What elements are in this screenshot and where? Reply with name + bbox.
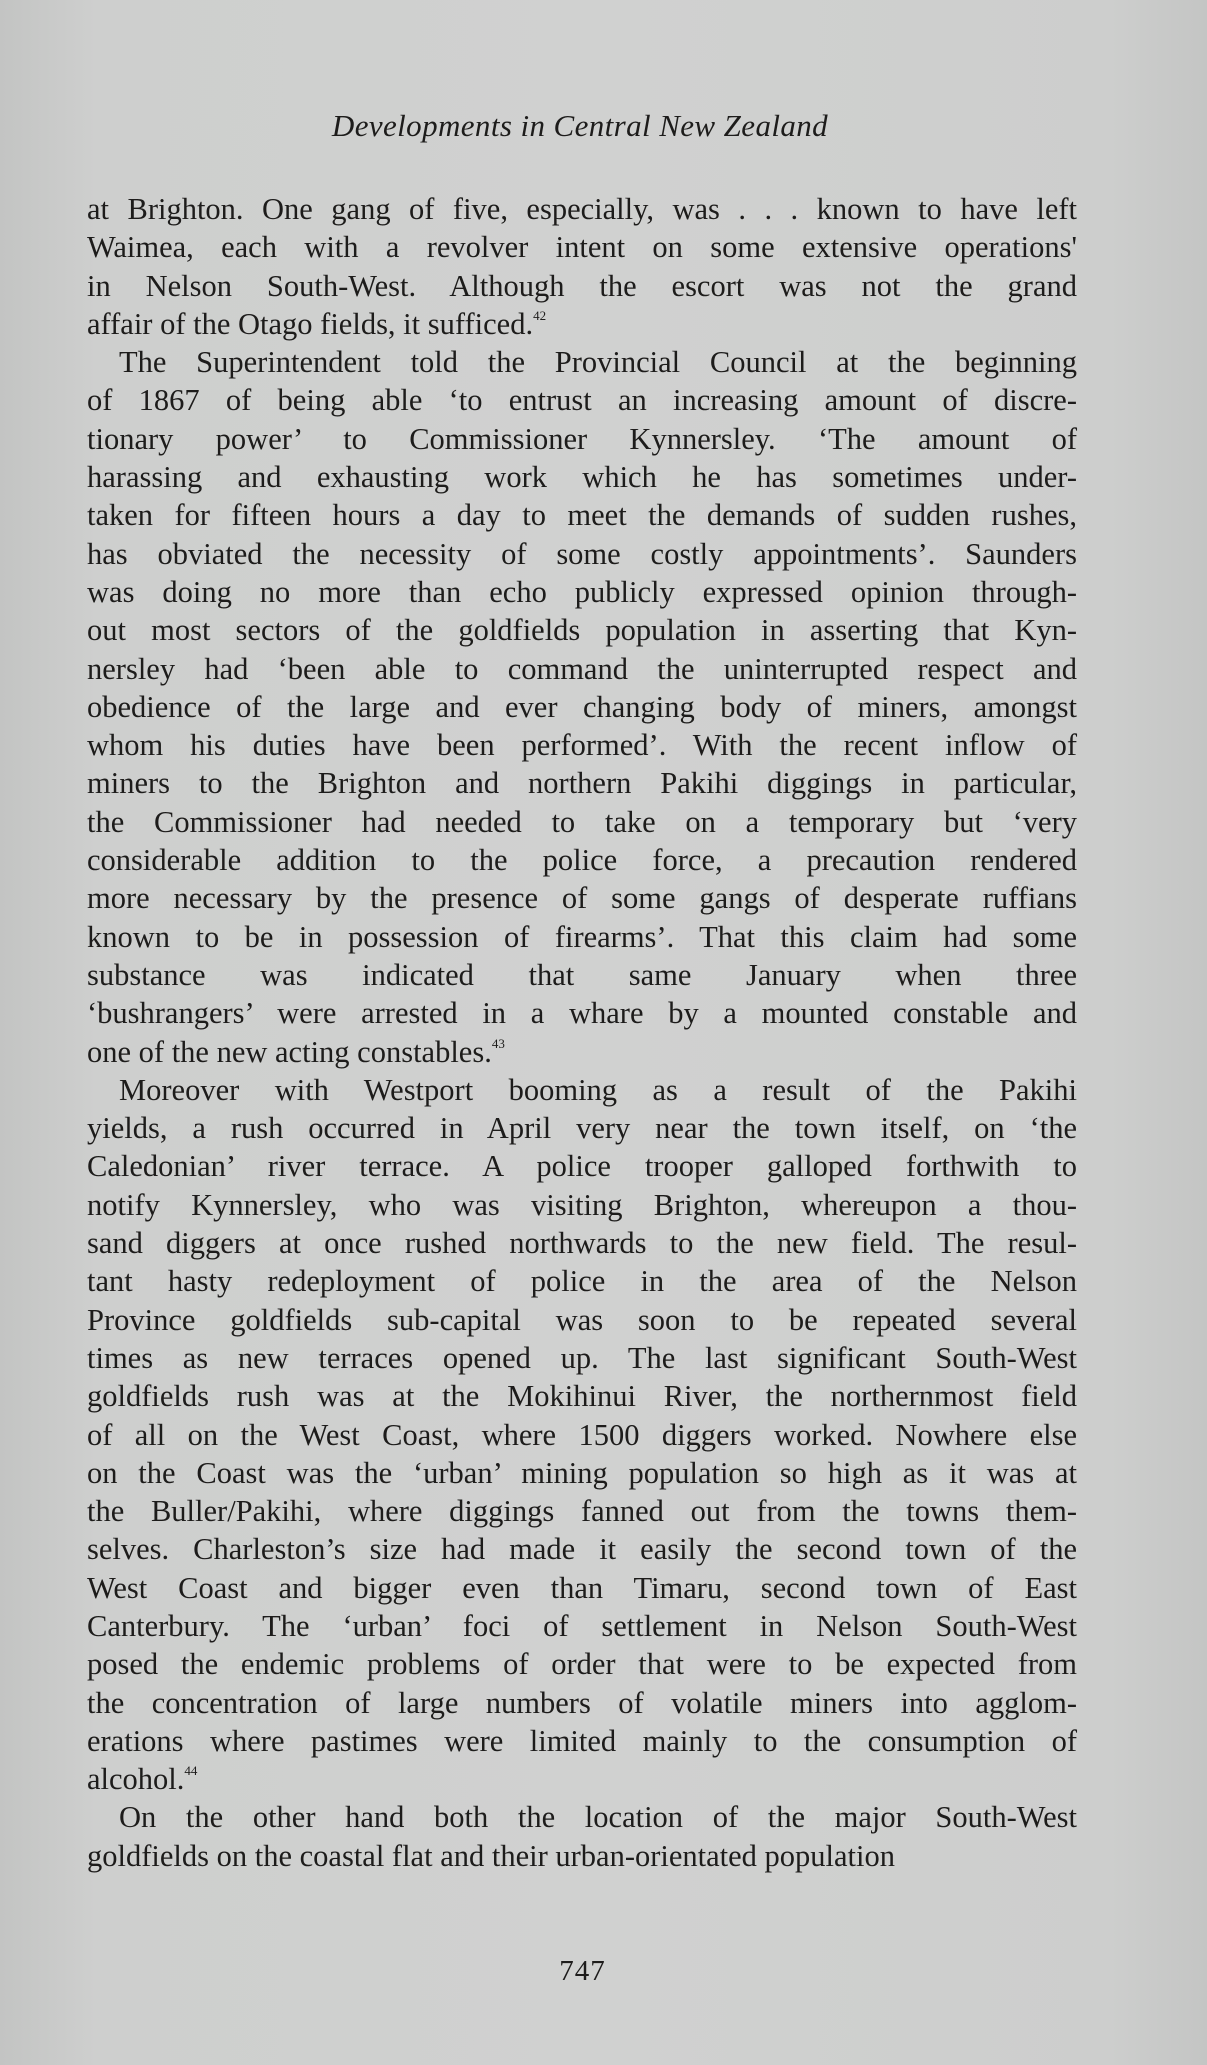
text-line: whom his duties have been performed’. With the recent inflow of <box>87 728 1077 763</box>
text-line: The Superintendent told the Provincial Council at the beginning <box>119 345 1077 380</box>
text-line: erations where pastimes were limited mainly to the consumption of <box>87 1723 1077 1758</box>
text-line: tant hasty redeployment of police in the area of the Nelson <box>87 1264 1077 1299</box>
text-line: miners to the Brighton and northern Pakihi diggings in particular, <box>87 766 1077 801</box>
text-line: alcohol.$^{44}$ <box>87 1762 198 1797</box>
text-line: harassing and exhausting work which he has sometimes under- <box>87 460 1077 495</box>
text-line: in Nelson South-West. Although the escort was not the grand <box>87 268 1077 303</box>
text-line: goldfields rush was at the Mokihinui River, the northernmost field <box>87 1379 1077 1414</box>
text-line: has obviated the necessity of some costly appointments’. Saunders <box>87 536 1077 571</box>
text-line: nersley had ‘been able to command the uninterrupted respect and <box>87 651 1077 686</box>
text-line: known to be in possession of firearms’. That this claim had some <box>87 919 1077 954</box>
text-line: tionary power’ to Commissioner Kynnersley. ‘The amount of <box>87 421 1077 456</box>
text-line: of all on the West Coast, where 1500 diggers worked. Nowhere else <box>87 1417 1077 1452</box>
paragraph <box>87 190 1077 343</box>
text-line: Waimea, each with a revolver intent on some extensive operations' <box>87 230 1077 265</box>
text-line: more necessary by the presence of some gangs of desperate ruffians <box>87 881 1077 916</box>
text-line: out most sectors of the goldfields population in asserting that Kyn- <box>87 613 1077 648</box>
body-text <box>87 190 1077 1875</box>
text-line: considerable addition to the police force, a precaution rendered <box>87 843 1077 878</box>
footnote-marker: 42 <box>533 307 547 323</box>
text-line: obedience of the large and ever changing body of miners, amongst <box>87 689 1077 724</box>
text-line: Canterbury. The ‘urban’ foci of settlement in Nelson South-West <box>87 1608 1077 1643</box>
paragraph <box>87 1071 1077 1799</box>
text-line: Province goldfields sub-capital was soon to be repeated several <box>87 1302 1077 1337</box>
text-line: at Brighton. One gang of five, especially, was . . . known to have left <box>87 192 1077 226</box>
text-line: affair of the Otago fields, it sufficed.$^{42}$ <box>87 306 547 341</box>
text-line: posed the endemic problems of order that were to be expected from <box>87 1647 1077 1682</box>
text-line: notify Kynnersley, who was visiting Brighton, whereupon a thou- <box>87 1187 1077 1222</box>
text-line: Moreover with Westport booming as a result of the Pakihi <box>119 1072 1077 1107</box>
footnote-marker: 43 <box>491 1035 505 1051</box>
text-line: on the Coast was the ‘urban’ mining population so high as it was at <box>87 1455 1077 1490</box>
text-line: substance was indicated that same January when three <box>87 957 1077 992</box>
text-line: goldfields on the coastal flat and their urban-orientated population <box>87 1838 895 1873</box>
page-number: 747 <box>559 1955 606 1987</box>
text-line: of 1867 of being able ‘to entrust an increasing amount of discre- <box>87 383 1077 418</box>
text-line: the concentration of large numbers of volatile miners into agglom- <box>87 1685 1077 1720</box>
text-line: West Coast and bigger even than Timaru, second town of East <box>87 1570 1077 1605</box>
paragraph <box>87 1798 1077 1875</box>
text-line: Caledonian’ river terrace. A police trooper galloped forthwith to <box>87 1149 1077 1184</box>
running-head: Developments in Central New Zealand <box>331 108 829 143</box>
text-line: selves. Charleston’s size had made it easily the second town of the <box>87 1532 1077 1567</box>
paragraph <box>87 343 1077 1071</box>
footnote-marker: 44 <box>184 1763 198 1779</box>
text-line: taken for fifteen hours a day to meet the demands of sudden rushes, <box>87 498 1077 533</box>
text-line: ‘bushrangers’ were arrested in a whare by a mounted constable and <box>87 996 1077 1031</box>
text-line: one of the new acting constables.$^{43}$ <box>87 1034 505 1069</box>
text-line: yields, a rush occurred in April very near the town itself, on ‘the <box>87 1111 1077 1146</box>
text-line: On the other hand both the location of the major South-West <box>119 1800 1077 1835</box>
text-line: the Buller/Pakihi, where diggings fanned out from the towns them- <box>87 1494 1077 1529</box>
text-line: the Commissioner had needed to take on a temporary but ‘very <box>87 804 1077 839</box>
text-line: sand diggers at once rushed northwards to the new field. The resul- <box>87 1226 1077 1261</box>
text-line: times as new terraces opened up. The last significant South-West <box>87 1340 1077 1375</box>
text-line: was doing no more than echo publicly expressed opinion through- <box>87 574 1077 609</box>
